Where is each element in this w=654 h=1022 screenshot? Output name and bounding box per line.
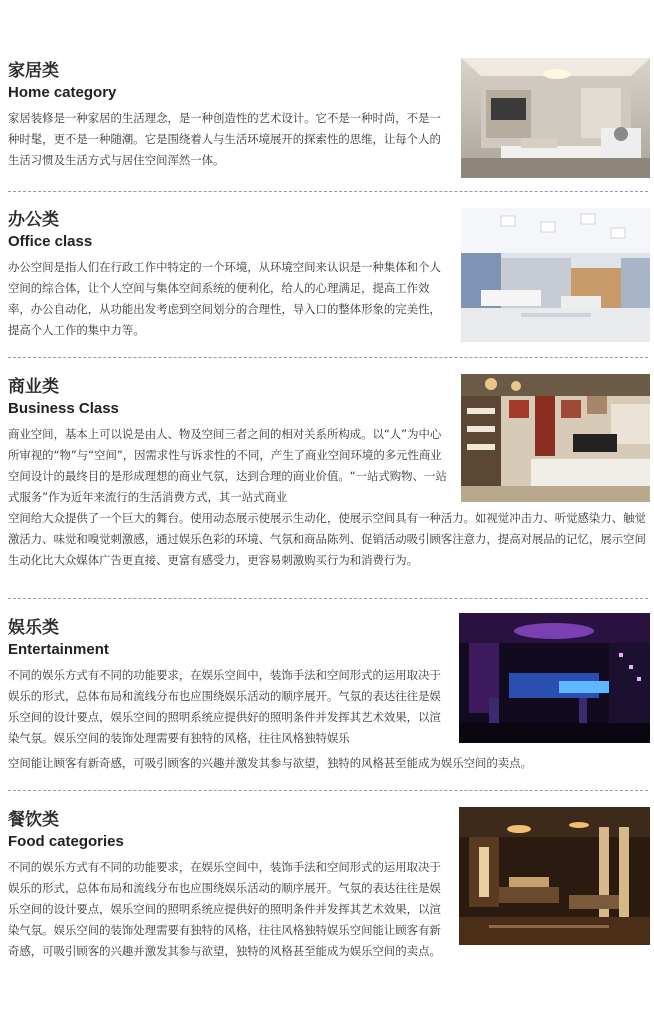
divider bbox=[8, 598, 648, 599]
section-title-en: Office class bbox=[8, 233, 93, 250]
living-room-photo bbox=[461, 58, 650, 178]
bar-photo bbox=[459, 613, 650, 743]
section-title-cn: 餐饮类 bbox=[8, 810, 59, 830]
section-title-en: Food categories bbox=[8, 833, 124, 850]
section-title-cn: 商业类 bbox=[8, 377, 59, 397]
section-title-en: Business Class bbox=[8, 400, 119, 417]
section-body: 办公空间是指人们在行政工作中特定的一个环境，从环境空间来认识是一种集体和个人空间的综合体，让个人空间与集体空间系统的便利化，给人的心理满足，提高工作效率，办公自动化，从功能出发考虑到空间划分的合理性，导入口的整体形象的完美性，提高个人工作的集中力等。 bbox=[8, 260, 441, 337]
divider bbox=[8, 790, 648, 791]
section-body-continued: 空间给大众提供了一个巨大的舞台。使用动态展示使展示生动化，使展示空间具有一种活力。如视觉冲击力、听觉感染力、触觉激活力、味觉和嗅觉刺激感，通过娱乐色彩的环境、气氛和商品陈列、促销活动吸引顾客注意力，提高对展品的记忆，展示空间生动化比大众媒体广告更直接、更富有感受力，更容易刺激购买行为和消费行为。 bbox=[8, 511, 646, 567]
divider bbox=[8, 357, 648, 358]
section-title-en: Entertainment bbox=[8, 641, 109, 658]
section-body: 不同的娱乐方式有不同的功能要求，在娱乐空间中，装饰手法和空间形式的运用取决于娱乐的形式，总体布局和流线分布也应围绕娱乐活动的顺序展开。气氛的表达往往是娱乐空间的设计要点，娱乐空间的照明系统应提供好的照明条件并发挥其艺术效果，以渲染气氛。娱乐空间的装饰处理需要有独特的风格，往往风格独特娱乐空间能让顾客有新奇感，可吸引顾客的兴趣并激发其参与欲望，独特的风格甚至能成为娱乐空间的卖点。 bbox=[8, 860, 441, 958]
section-body: 不同的娱乐方式有不同的功能要求，在娱乐空间中，装饰手法和空间形式的运用取决于娱乐的形式，总体布局和流线分布也应围绕娱乐活动的顺序展开。气氛的表达往往是娱乐空间的设计要点，娱乐空间的照明系统应提供好的照明条件并发挥其艺术效果，以渲染气氛。娱乐空间的装饰处理需要有独特的风格，往往风格独特娱乐 bbox=[8, 668, 441, 745]
section-title-cn: 家居类 bbox=[8, 61, 59, 81]
divider bbox=[8, 191, 648, 192]
section-title-en: Home category bbox=[8, 84, 117, 101]
office-photo bbox=[461, 208, 650, 342]
retail-store-photo bbox=[461, 374, 650, 502]
section-title-cn: 娱乐类 bbox=[8, 618, 59, 638]
section-body: 商业空间，基本上可以说是由人、物及空间三者之间的相对关系所构成。以“人”为中心所审视的“物”与“空间”，因需求性与诉求性的不同，产生了商业空间环境的多元性商业空间设计的最终目的是形成理想的商业气氛，达到合理的商业价值。“一站式购物、一站式服务”作为近年来流行的生活消费方式，其一站式商业 bbox=[8, 427, 447, 504]
section-body-continued: 空间能让顾客有新奇感，可吸引顾客的兴趣并激发其参与欲望，独特的风格甚至能成为娱乐空间的卖点。 bbox=[8, 756, 532, 770]
section-body: 家居装修是一种家居的生活理念，是一种创造性的艺术设计。它不是一种时尚，不是一种时髦，更不是一种随潮。它是围绕着人与生活环境展开的探索性的思维，让每个人的生活习惯及生活方式与居住空间浑然一体。 bbox=[8, 111, 441, 167]
restaurant-photo bbox=[459, 807, 650, 945]
section-title-cn: 办公类 bbox=[8, 210, 59, 230]
